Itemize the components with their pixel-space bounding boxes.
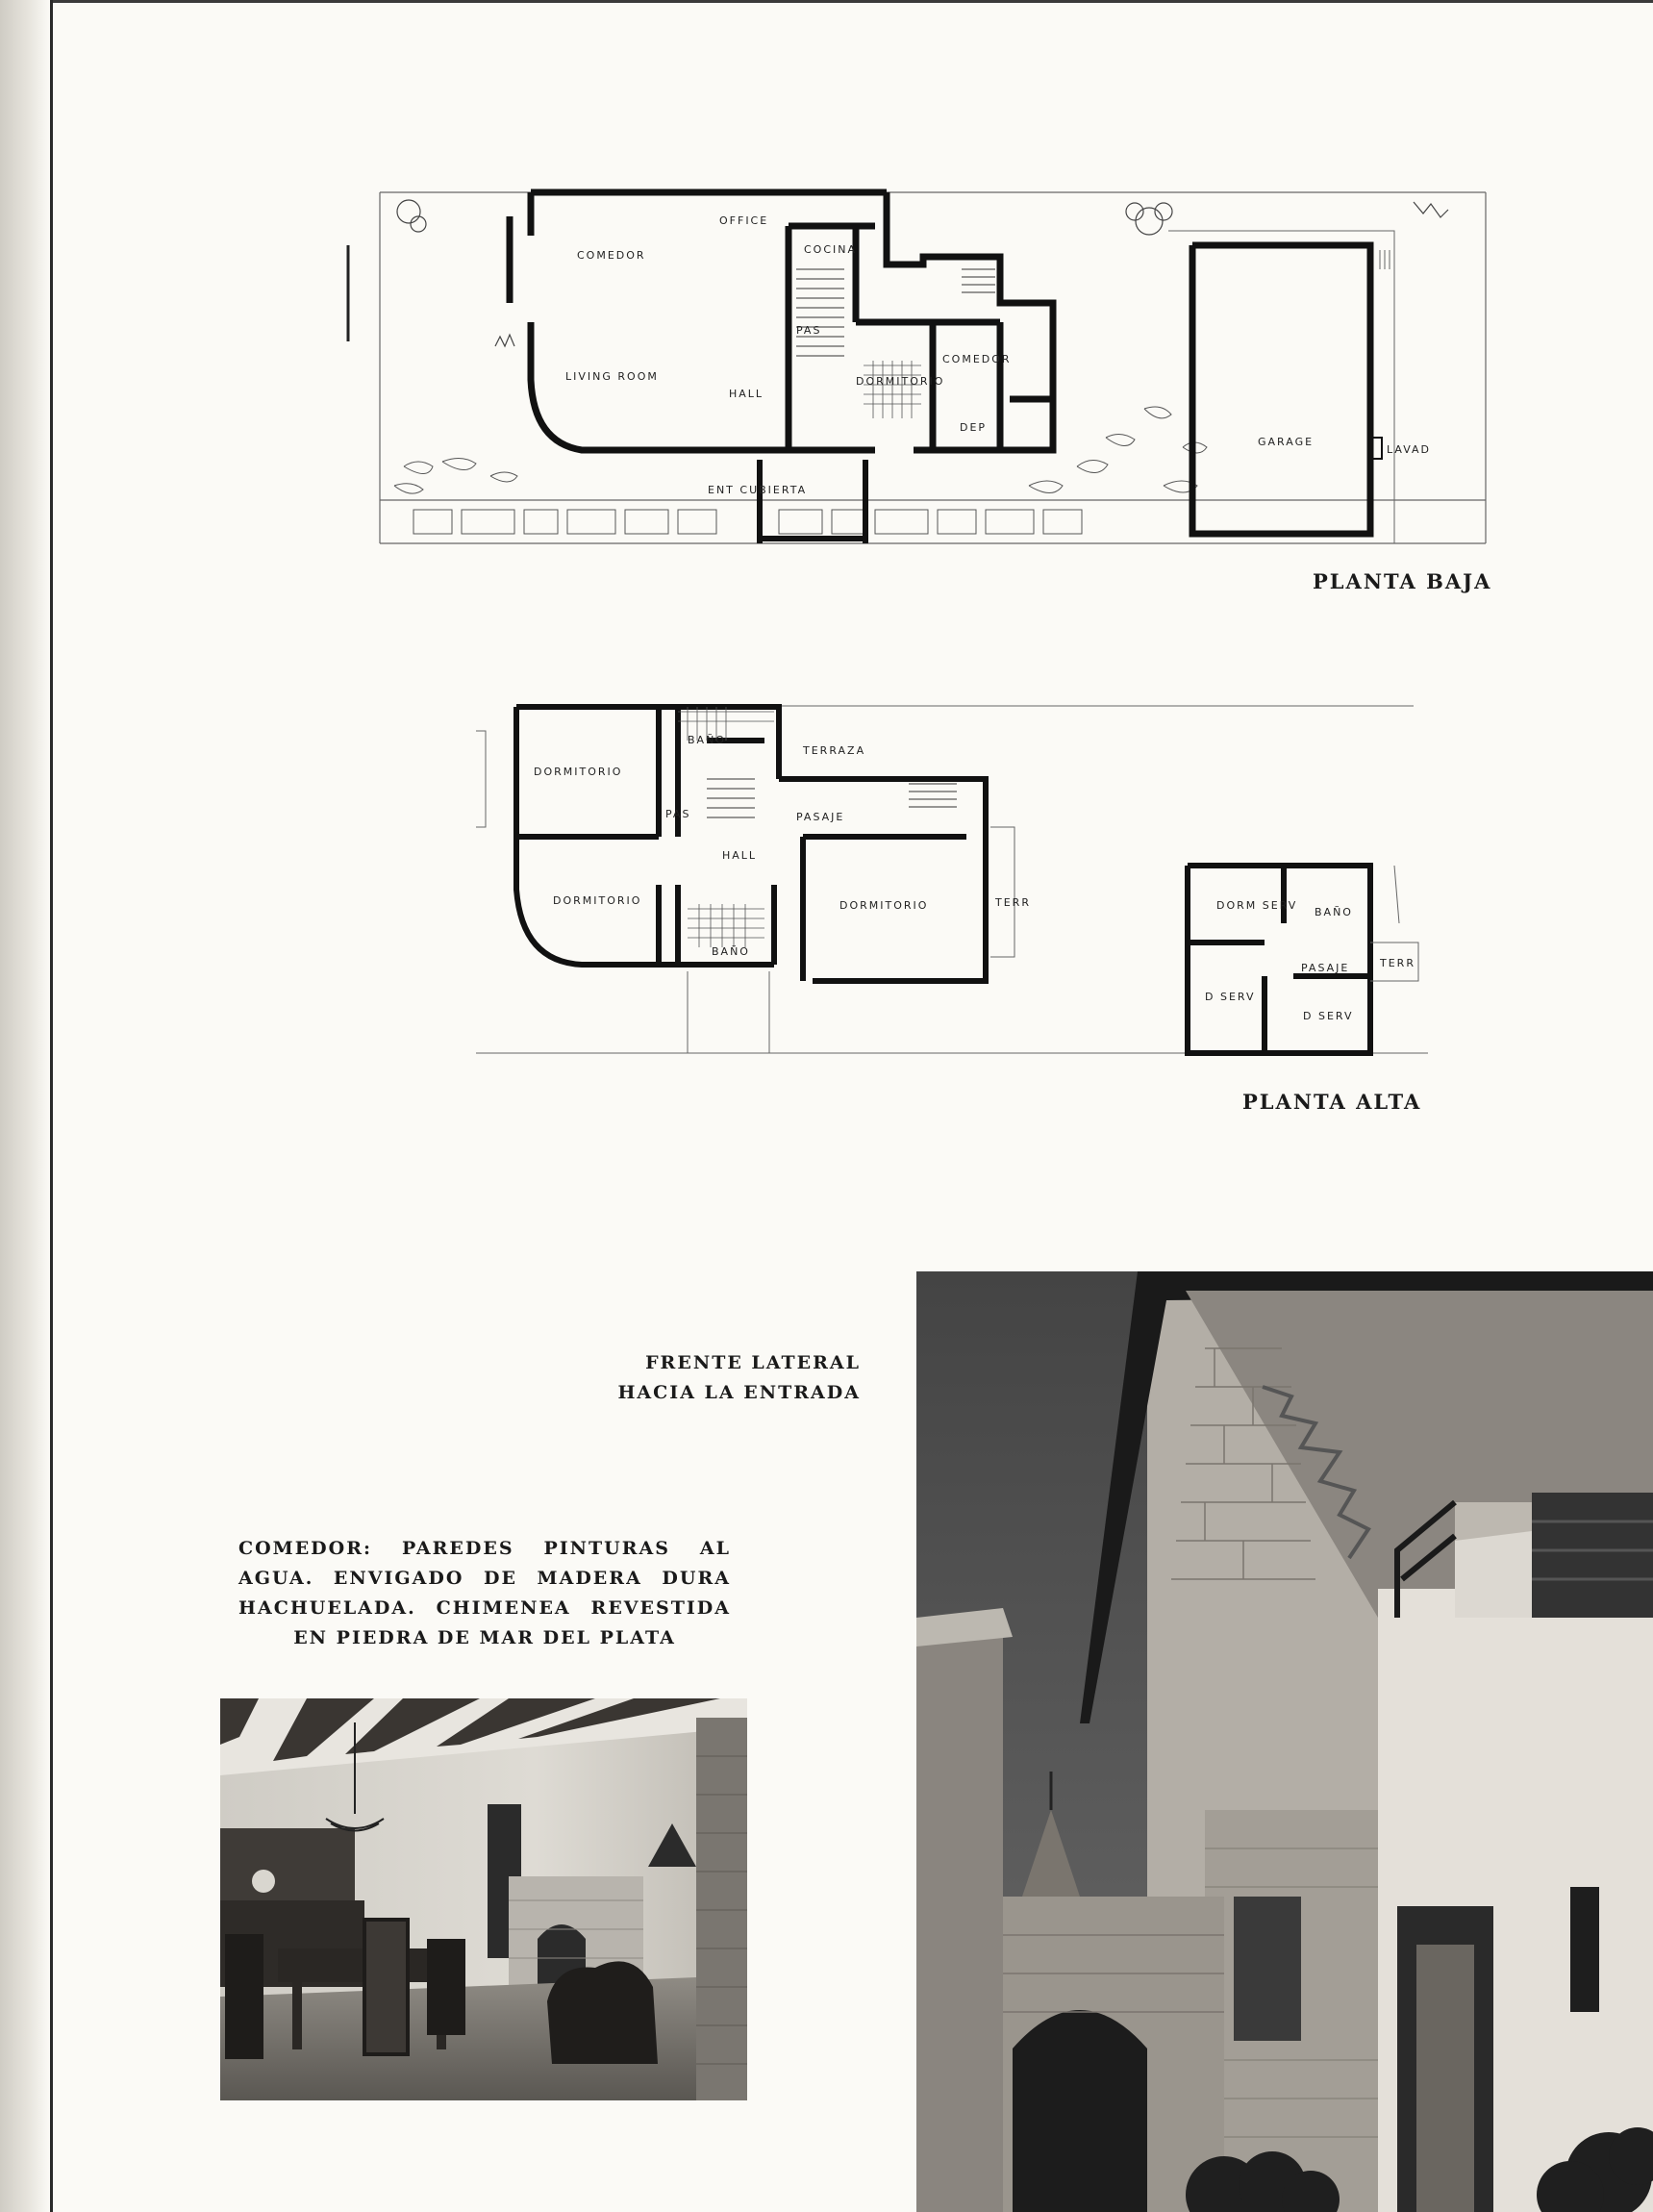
side-front-photo <box>916 1271 1653 2212</box>
upper-label-pas: PAS <box>665 808 691 820</box>
label-living-room: LIVING ROOM <box>565 370 659 383</box>
annex-label-bano: BAÑO <box>1315 906 1353 918</box>
label-dep: DEP <box>960 421 988 434</box>
label-hall: HALL <box>729 388 764 400</box>
label-cocina: COCINA <box>804 243 858 256</box>
frente-caption-line-2: HACIA LA ENTRADA <box>617 1382 861 1403</box>
annex-label-d-serv-2: D SERV <box>1303 1010 1354 1022</box>
upper-floor-plan <box>476 692 1438 1058</box>
ground-floor-title: PLANTA BAJA <box>1313 569 1492 593</box>
label-ent-cubierta: ENT CUBIERTA <box>708 484 808 496</box>
annex-label-pasaje: PASAJE <box>1301 962 1350 974</box>
upper-label-terr: TERR <box>995 896 1031 909</box>
upper-floor-title: PLANTA ALTA <box>1242 1090 1422 1114</box>
comedor-caption: COMEDOR: PAREDES PINTURAS AL AGUA. ENVIGADO DE MADERA DURA HACHUELADA. CHIMENEA REVESTIDA EN PIEDRA DE MAR DEL PLATA <box>238 1538 731 1648</box>
label-lavad: LAVAD <box>1387 443 1432 456</box>
frente-caption-line-1: FRENTE LATERAL <box>645 1352 861 1373</box>
upper-label-terraza: TERRAZA <box>803 744 866 757</box>
annex-label-d-serv-1: D SERV <box>1205 991 1256 1003</box>
upper-label-bano-2: BAÑO <box>712 945 750 958</box>
annex-label-terr: TERR <box>1380 957 1415 969</box>
annex-label-dorm-serv: DORM SERV <box>1216 899 1298 912</box>
label-comedor: COMEDOR <box>577 249 646 262</box>
upper-label-dormitorio-2: DORMITORIO <box>553 894 642 907</box>
dining-room-photo <box>220 1698 747 2100</box>
label-dormitorio: DORMITORIO <box>856 375 945 388</box>
upper-label-bano-1: BAÑO <box>688 734 726 746</box>
page-binding-edge <box>50 0 53 2212</box>
upper-label-dormitorio-1: DORMITORIO <box>534 766 623 778</box>
label-office: OFFICE <box>719 214 769 227</box>
label-comedor-servicio: COMEDOR <box>942 353 1012 365</box>
ground-floor-plan <box>337 178 1490 563</box>
label-pas: PAS <box>796 324 822 337</box>
upper-label-pasaje: PASAJE <box>796 811 845 823</box>
upper-label-dormitorio-3: DORMITORIO <box>839 899 929 912</box>
page-top-edge <box>53 0 1653 3</box>
frente-lateral-caption <box>577 1348 861 1408</box>
upper-label-hall: HALL <box>722 849 758 862</box>
label-garage: GARAGE <box>1258 436 1315 448</box>
page-binding-shadow <box>0 0 50 2212</box>
